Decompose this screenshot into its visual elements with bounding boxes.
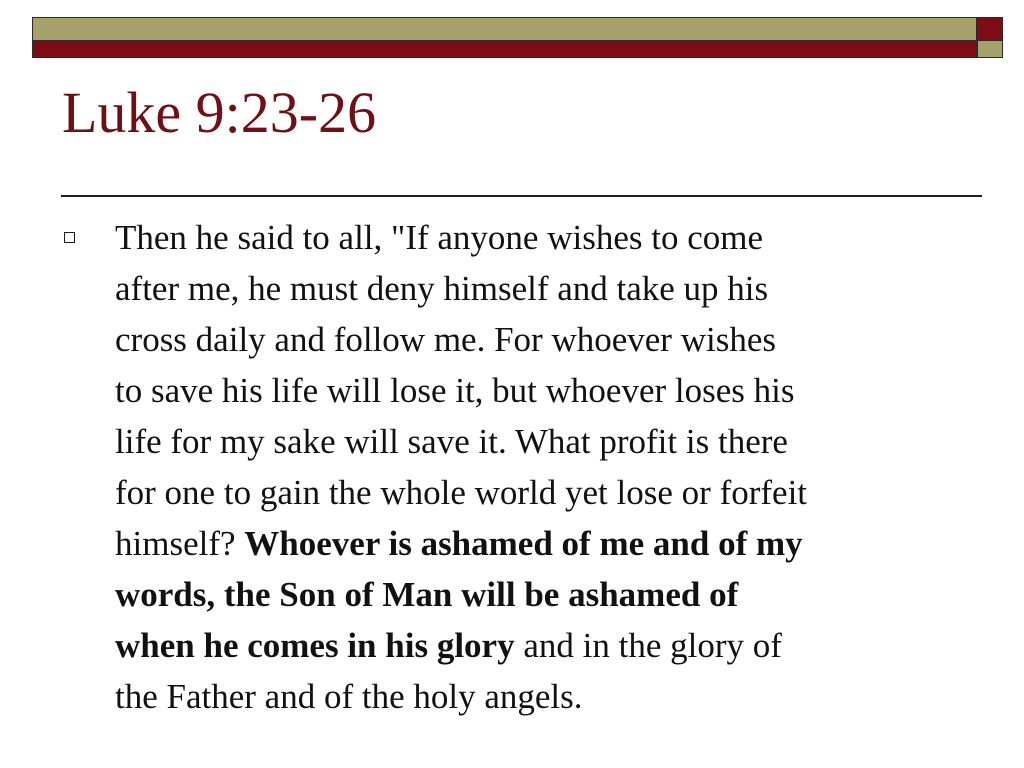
passage-line-9-normal: and in the glory of	[514, 626, 782, 665]
passage-line-3: cross daily and follow me. For whoever wishes	[115, 320, 776, 359]
header-band-maroon	[32, 41, 977, 58]
passage-line-9-bold: when he comes in his glory	[115, 626, 515, 665]
passage-line-1: Then he said to all, "If anyone wishes to come	[115, 218, 763, 257]
passage-line-7-normal: himself?	[115, 524, 245, 563]
passage-line-4: to save his life will lose it, but whoever loses his	[115, 371, 795, 410]
passage-line-9	[115, 620, 975, 671]
passage-line-6: for one to gain the whole world yet lose or forfeit	[115, 473, 808, 512]
title-divider	[61, 195, 982, 197]
passage-line-7-bold: Whoever is ashamed of me and of my	[244, 524, 803, 563]
passage-line-5: life for my sake will save it. What profit is there	[115, 422, 788, 461]
scripture-passage	[115, 212, 975, 722]
slide-title: Luke 9:23-26	[62, 80, 377, 145]
passage-line-2: after me, he must deny himself and take up his	[115, 269, 769, 308]
corner-square-olive	[977, 41, 1003, 58]
header-band-olive	[32, 17, 977, 41]
corner-square-maroon	[977, 17, 1003, 41]
passage-line-8: words, the Son of Man will be ashamed of	[115, 575, 739, 614]
hollow-square-bullet-icon	[64, 232, 75, 243]
passage-line-10: the Father and of the holy angels.	[115, 677, 583, 716]
passage-line-7	[115, 518, 975, 569]
